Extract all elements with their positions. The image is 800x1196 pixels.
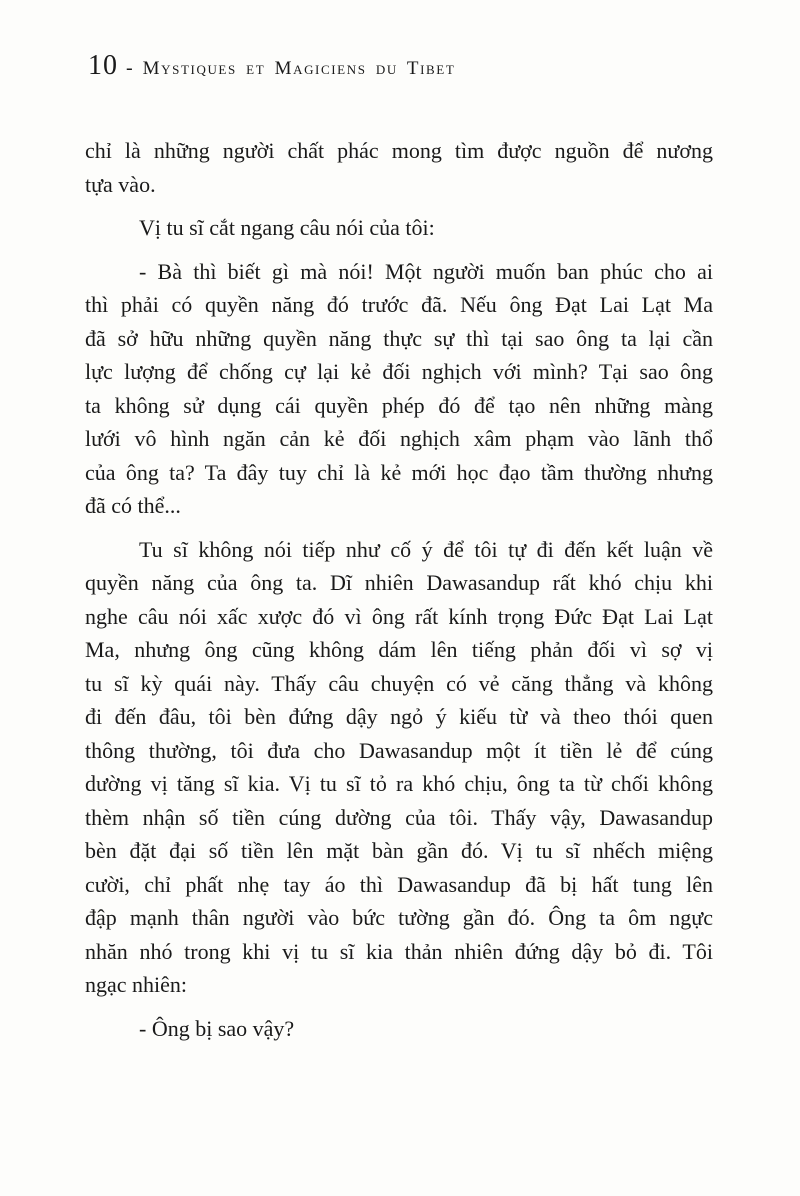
page-number: 10 (88, 50, 118, 81)
text-line: ngạc nhiên: (85, 972, 188, 997)
text-line: quyền năng của ông ta. Dĩ nhiên Dawasandup rất khó chịu khi (85, 570, 713, 595)
text-line: thèm nhận số tiền cúng dường của tôi. Thấy vậy, Dawasandup (85, 804, 713, 830)
text-line: dường vị tăng sĩ kia. Vị tu sĩ tỏ ra khó chịu, ông ta từ chối không (85, 771, 713, 796)
text-line: lực lượng để chống cự lại kẻ đối nghịch với mình? Tại sao ông (85, 359, 713, 384)
text-line: ta không sử dụng cái quyền phép đó để tạo nên những màng (85, 392, 713, 418)
paragraph (85, 255, 713, 523)
header-separator: - (126, 57, 133, 79)
text-line: tu sĩ kỳ quái này. Thấy câu chuyện có vẻ căng thẳng và không (85, 670, 713, 696)
text-line: cười, chỉ phất nhẹ tay áo thì Dawasandup đã bị hất tung lên (85, 871, 713, 897)
text-line: đã có thể... (85, 493, 181, 518)
text-line: Vị tu sĩ cắt ngang câu nói của tôi: (139, 215, 435, 240)
text-line: đã sở hữu những quyền năng thực sự thì tại sao ông ta lại cần (85, 325, 713, 351)
paragraph (85, 211, 713, 245)
text-line: chỉ là những người chất phác mong tìm được nguồn để nương (85, 138, 713, 163)
paragraph (85, 533, 713, 1002)
text-line: của ông ta? Ta đây tuy chỉ là kẻ mới học đạo tầm thường nhưng (85, 459, 713, 485)
running-header (88, 50, 455, 82)
text-line: nghe câu nói xấc xược đó vì ông rất kính trọng Đức Đạt Lai Lạt (85, 603, 713, 629)
text-line: đi đến đâu, tôi bèn đứng dậy ngỏ ý kiếu từ và theo thói quen (85, 704, 713, 729)
text-line: bèn đặt đại số tiền lên mặt bàn gần đó. Vị tu sĩ nhếch miệng (85, 838, 713, 863)
text-line: thông thường, tôi đưa cho Dawasandup một ít tiền lẻ để cúng (85, 737, 713, 763)
text-line: nhăn nhó trong khi vị tu sĩ kia thản nhiên đứng dậy bỏ đi. Tôi (85, 938, 713, 964)
text-line: thì phải có quyền năng đó trước đã. Nếu ông Đạt Lai Lạt Ma (85, 292, 713, 317)
text-line: tựa vào. (85, 171, 156, 197)
text-line: đập mạnh thân người vào bức tường gần đó. Ông ta ôm ngực (85, 905, 713, 930)
text-line: - Ông bị sao vậy? (139, 1015, 295, 1041)
running-title: Mystiques et Magiciens du Tibet (142, 58, 456, 79)
text-line: Tu sĩ không nói tiếp như cố ý để tôi tự đi đến kết luận về (139, 536, 713, 562)
page-body (85, 134, 713, 1045)
text-line: - Bà thì biết gì mà nói! Một người muốn ban phúc cho ai (139, 258, 713, 284)
text-line: lưới vô hình ngăn cản kẻ đối nghịch xâm phạm vào lãnh thổ (85, 426, 713, 451)
paragraph (85, 134, 713, 201)
paragraph (85, 1012, 713, 1046)
text-line: Ma, nhưng ông cũng không dám lên tiếng phản đối vì sợ vị (85, 637, 713, 662)
